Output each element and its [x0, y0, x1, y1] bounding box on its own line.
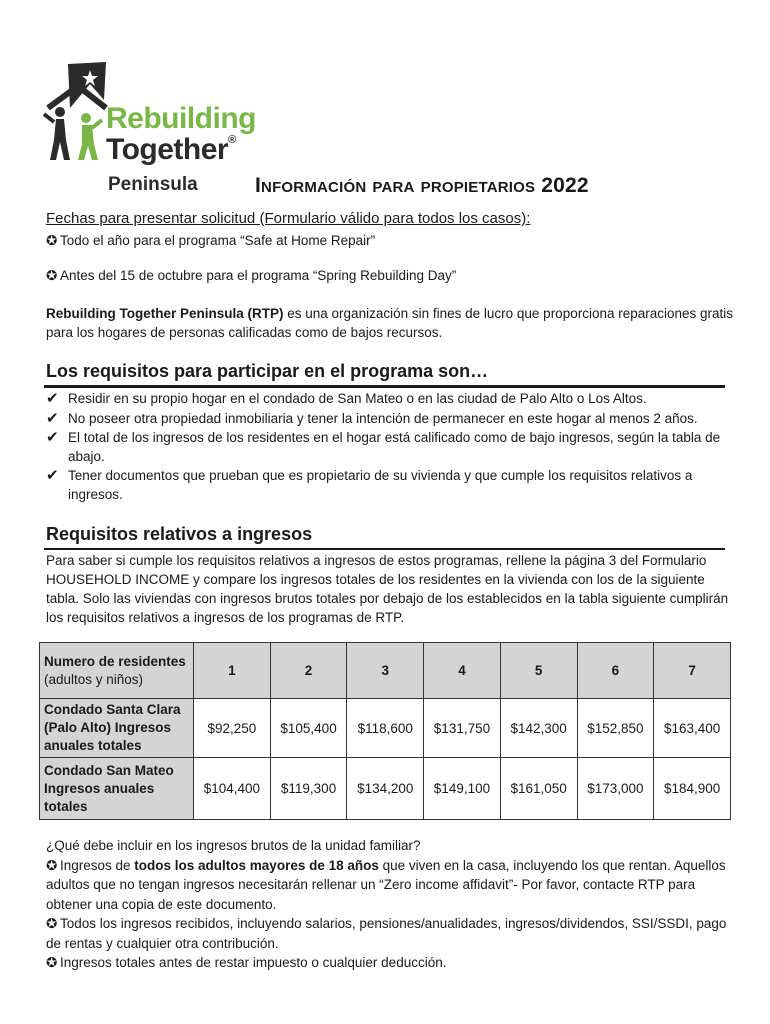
requirement-text: El total de los ingresos de los residentes en el hogar está calificado como de bajo ingresos, según la tabla de abajo. — [68, 430, 721, 464]
table-row — [40, 699, 731, 758]
household-size-cell: 3 — [347, 643, 424, 699]
gross-income-question: ¿Qué debe incluir en los ingresos brutos de la unidad familiar? — [46, 838, 421, 853]
logo-word-peninsula: Peninsula — [108, 174, 198, 195]
intro-org-name: Rebuilding Together Peninsula (RTP) — [46, 306, 284, 321]
house-figures-logo-icon — [40, 62, 110, 167]
income-cell: $152,850 — [577, 699, 654, 758]
income-heading: Requisitos relativos a ingresos — [46, 524, 313, 544]
income-cell: $118,600 — [347, 699, 424, 758]
header-label-sub: (adultos y niños) — [44, 671, 144, 687]
list-item — [46, 390, 736, 409]
household-size-cell: 6 — [577, 643, 654, 699]
income-cell: $104,400 — [194, 758, 271, 820]
income-cell: $142,300 — [500, 699, 577, 758]
list-item — [46, 856, 736, 915]
requirement-text: No poseer otra propiedad inmobiliaria y tener la intención de permanecer en este hogar al menos 2 años. — [68, 410, 698, 426]
household-size-cell: 5 — [500, 643, 577, 699]
date-item-1 — [46, 231, 736, 250]
requirements-list — [46, 390, 736, 505]
intro-text: es una organización sin fines de lucro que proporciona reparaciones gratis para los hogares de personas calificadas como de bajos recursos. — [46, 306, 734, 340]
list-item — [46, 914, 736, 953]
income-cell: $119,300 — [270, 758, 347, 820]
logo-word-rebuilding: Rebuilding — [106, 102, 256, 135]
intro-paragraph — [46, 304, 736, 342]
table-header-row — [40, 643, 731, 699]
star-circle-icon: ✪ — [46, 233, 58, 248]
row-label-san-mateo: Condado San Mateo Ingresos anuales totales — [40, 758, 194, 820]
star-circle-icon: ✪ — [46, 857, 58, 873]
income-paragraph: Para saber si cumple los requisitos relativos a ingresos de estos programas, rellene la página 3 del Formulario HOUSEHOLD INCOME y compare los ingresos totales de los residentes en la vivienda con los de la siguiente tabla. Solo las viviendas con ingresos brutos totales por debajo de los establecidos en la tabla siguiente cumplirán los requisitos relativos a ingresos de los programas de RTP. — [46, 553, 729, 625]
income-cell: $105,400 — [270, 699, 347, 758]
household-size-cell: 2 — [270, 643, 347, 699]
income-cell: $92,250 — [194, 699, 271, 758]
check-mark-icon: ✔ — [46, 409, 59, 427]
check-mark-icon: ✔ — [46, 429, 59, 446]
star-circle-icon: ✪ — [46, 916, 58, 931]
list-item — [46, 953, 736, 973]
logo-word-together-text: Together — [106, 133, 229, 166]
list-item — [46, 429, 736, 466]
star-circle-icon: ✪ — [46, 955, 58, 970]
date-item-1-text: Todo el año para el programa “Safe at Home Repair” — [60, 233, 376, 248]
gross-item-text: Ingresos totales antes de restar impuesto o cualquier deducción. — [60, 955, 447, 970]
date-item-2-text: Antes del 15 de octubre para el programa “Spring Rebuilding Day” — [60, 268, 457, 283]
registered-mark: ® — [228, 134, 236, 146]
page-title: Información para propietarios 2022 — [255, 174, 589, 197]
requirements-heading: Los requisitos para participar en el programa son… — [46, 361, 489, 381]
income-cell: $184,900 — [654, 758, 731, 820]
row-label-santa-clara: Condado Santa Clara (Palo Alto) Ingresos anuales totales — [40, 699, 194, 758]
requirement-text: Tener documentos que prueban que es propietario de su vivienda y que cumple los requisitos relativos a ingresos. — [68, 468, 693, 502]
table-row — [40, 758, 731, 820]
list-item — [46, 467, 736, 504]
income-table — [39, 642, 731, 820]
income-cell: $161,050 — [500, 758, 577, 820]
requirement-text: Residir en su propio hogar en el condado de San Mateo o en las ciudad de Palo Alto o Los Altos. — [68, 391, 647, 406]
household-size-cell: 4 — [424, 643, 501, 699]
star-circle-icon: ✪ — [46, 268, 58, 283]
income-cell: $173,000 — [577, 758, 654, 820]
list-item — [46, 410, 736, 429]
dates-heading: Fechas para presentar solicitud (Formulario válido para todos los casos): — [46, 210, 531, 227]
income-cell: $131,750 — [424, 699, 501, 758]
gross-item-post: que viven en la casa, incluyendo los que rentan. Aquellos adultos que no tengan ingresos necesitarán rellenar un “Zero income affidavit”- Por favor, contacte RTP para obtener una copia de este documento. — [46, 857, 726, 912]
rebuilding-together-logo — [40, 62, 260, 202]
gross-item-pre: Ingresos de — [60, 857, 135, 873]
gross-income-section — [46, 836, 736, 973]
date-item-2 — [46, 266, 736, 285]
gross-item-bold: todos los adultos mayores de 18 años — [134, 857, 379, 873]
gross-item-text: Todos los ingresos recibidos, incluyendo salarios, pensiones/anualidades, ingresos/dividendos, SSI/SSDI, pago de rentas y cualquier otra contribución. — [46, 916, 727, 951]
heading-divider — [44, 548, 725, 550]
income-cell: $163,400 — [654, 699, 731, 758]
income-cell: $149,100 — [424, 758, 501, 820]
logo-word-together — [106, 135, 236, 165]
household-size-cell: 7 — [654, 643, 731, 699]
income-cell: $134,200 — [347, 758, 424, 820]
household-size-cell: 1 — [194, 643, 271, 699]
header-label-text: Numero de residentes — [44, 653, 186, 669]
check-mark-icon: ✔ — [46, 390, 59, 407]
check-mark-icon: ✔ — [46, 467, 59, 484]
heading-divider — [44, 385, 725, 388]
table-header-label — [40, 643, 194, 699]
